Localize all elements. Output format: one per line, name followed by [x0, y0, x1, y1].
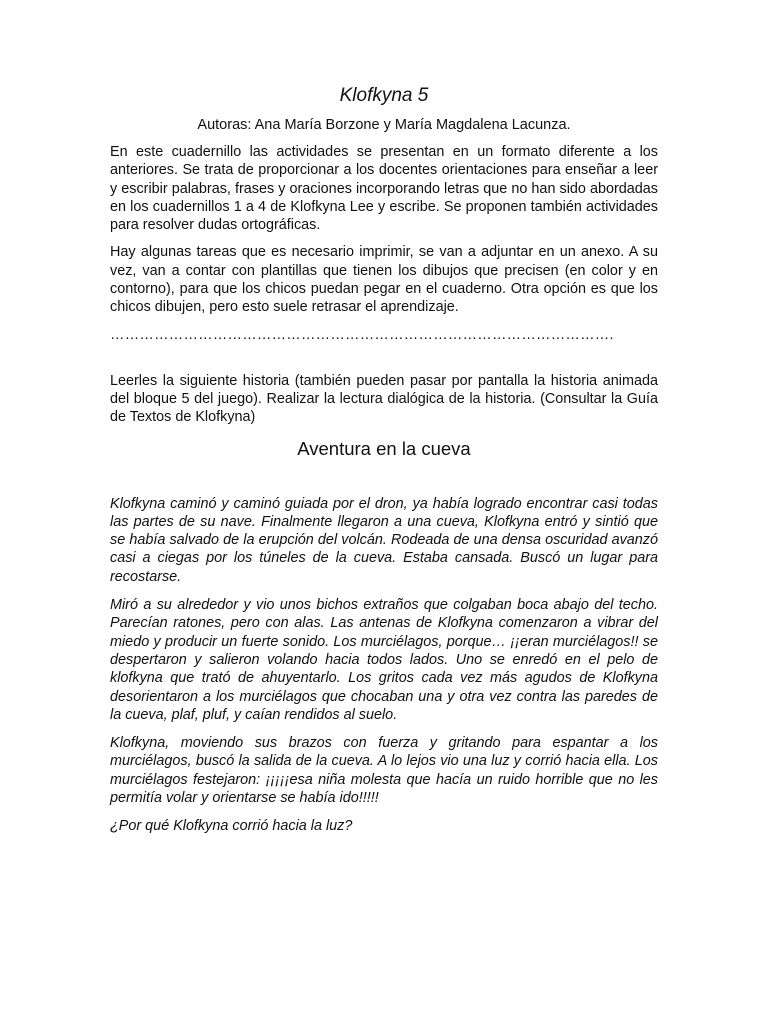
dotted-separator: ………………………………………………………………………………………….	[110, 326, 614, 343]
document-page	[110, 84, 658, 835]
document-title: Klofkyna 5	[339, 85, 429, 106]
intro-paragraph: En este cuadernillo las actividades se presentan en un formato diferente a los anteriores. Se trata de proporcionar a los docentes orientaciones para enseñar a leer y escribir palabras, frases y oraciones incorporando letras que no han sido abordadas en los cuadernillos 1 a 4 de Klofkyna Lee y escribe. Se proponen también actividades para resolver dudas ortográficas.	[110, 144, 658, 234]
story-paragraph: Klofkyna caminó y caminó guiada por el dron, ya había logrado encontrar casi todas las partes de su nave. Finalmente llegaron a una cueva, Klofkyna entró y sintió que se había salvado de la erupción del volcán. Rodeada de una densa oscuridad avanzó casi a ciegas por los túneles de la cueva. Estaba cansada. Buscó un lugar para recostarse.	[110, 495, 658, 585]
comprehension-question: ¿Por qué Klofkyna corrió hacia la luz?	[110, 818, 353, 835]
intro-paragraph: Hay algunas tareas que es necesario imprimir, se van a adjuntar en un anexo. A su vez, van a contar con plantillas que tienen los dibujos que precisen (en color y en contorno), para que los chicos puedan pegar en el cuaderno. Otra opción es que los chicos dibujen, pero esto suele retrasar el aprendizaje.	[110, 244, 658, 316]
story-title: Aventura en la cueva	[297, 437, 471, 459]
document-authors: Autoras: Ana María Borzone y María Magdalena Lacunza.	[197, 117, 571, 133]
story-paragraph: Miró a su alrededor y vio unos bichos extraños que colgaban boca abajo del techo. Parecían ratones, pero con alas. Las antenas de Klofkyna comenzaron a vibrar del miedo y producir un fuerte sonido. Los murciélagos, porque… ¡¡eran murciélagos!! se despertaron y salieron volando hacia todos lados. Uno se enredó en el pelo de klofkyna que trató de ahuyentarlo. Los gritos cada vez más agudos de Klofkyna desorientaron a los murciélagos que chocaban una y otra vez contra las paredes de la cueva, plaf, pluf, y caían rendidos al suelo.	[110, 597, 658, 723]
story-paragraph: Klofkyna, moviendo sus brazos con fuerza y gritando para espantar a los murciélagos, buscó la salida de la cueva. A lo lejos vio una luz y corrió hacia ella. Los murciélagos festejaron: ¡¡¡¡¡esa niña molesta que hacía un ruido horrible que no les permitía volar y orientarse se había ido!!!!!	[110, 735, 658, 807]
reading-instruction: Leerles la siguiente historia (también pueden pasar por pantalla la historia animada del bloque 5 del juego). Realizar la lectura dialógica de la historia. (Consultar la Guía de Textos de Klofkyna)	[110, 372, 658, 426]
